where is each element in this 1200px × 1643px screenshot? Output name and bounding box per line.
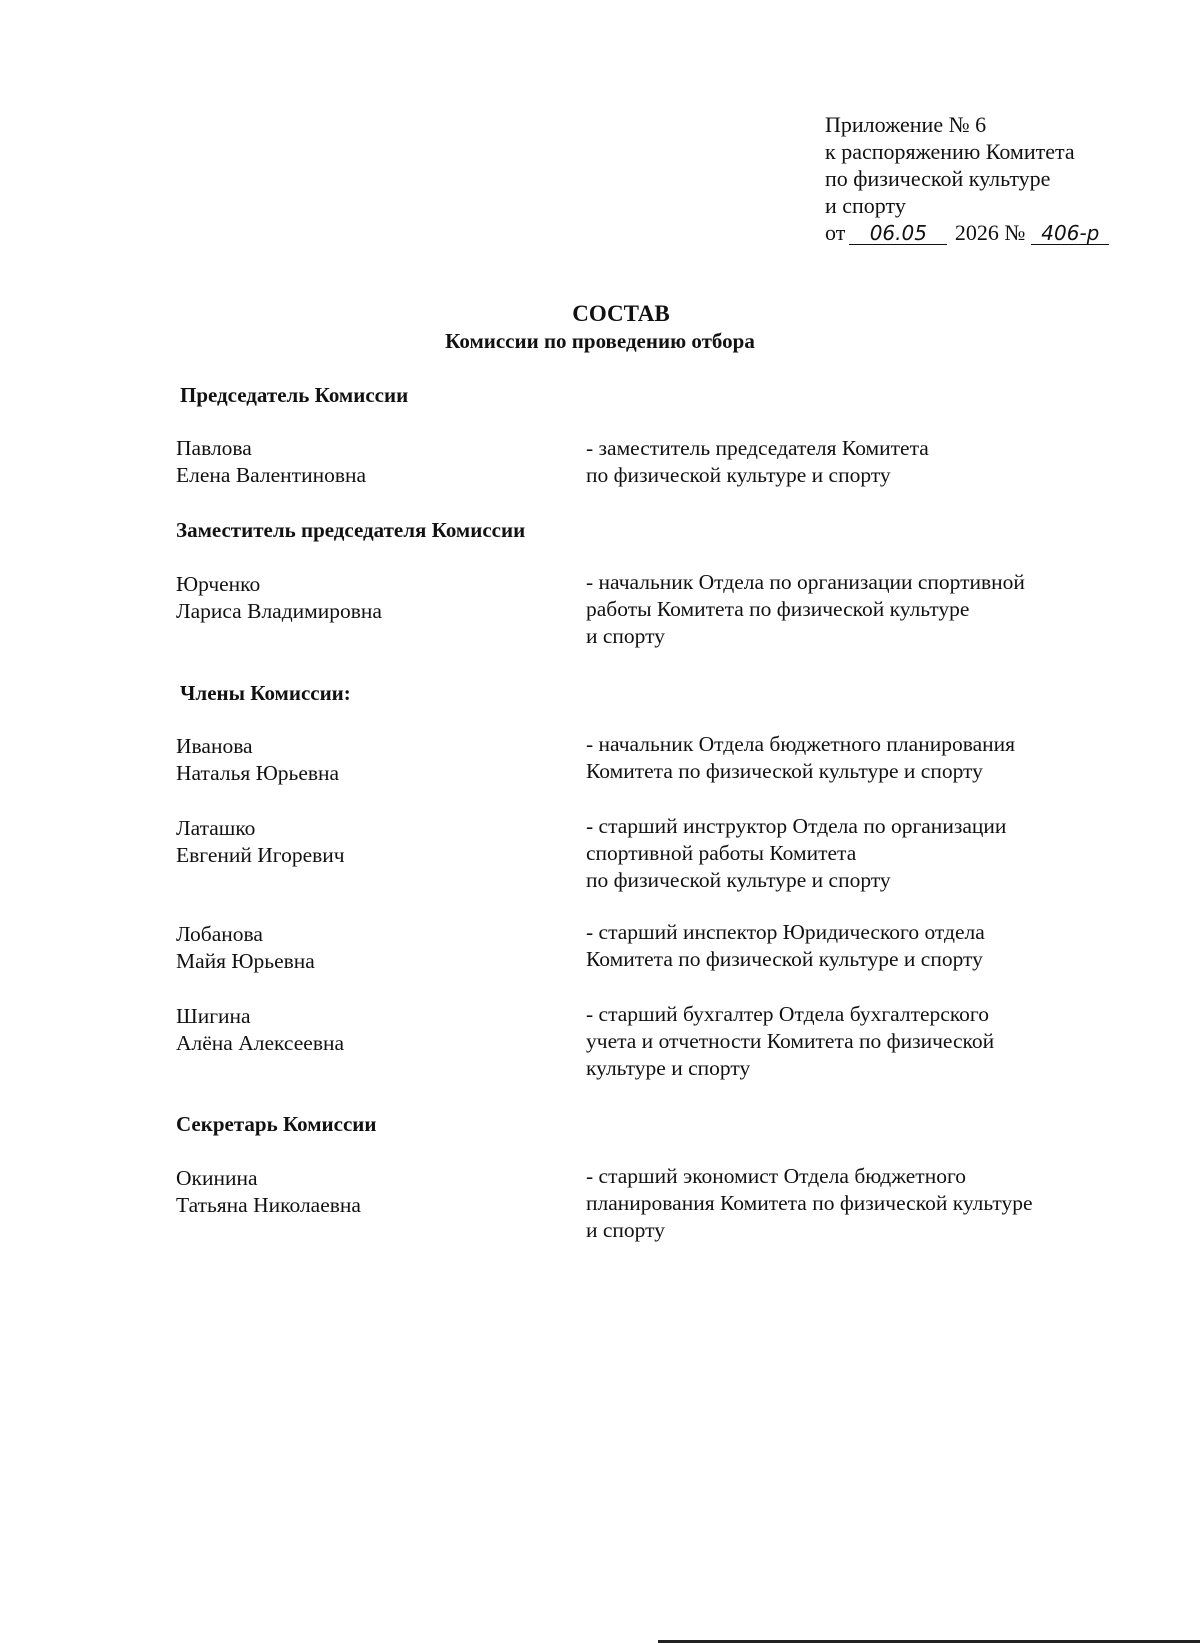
document-title	[0, 300, 1200, 354]
position-line: Комитета по физической культуре и спорту	[586, 759, 983, 783]
heading-secretary: Секретарь Комиссии	[176, 1112, 377, 1136]
position-line: учета и отчетности Комитета по физической	[586, 1029, 995, 1053]
position-line: - старший инструктор Отдела по организации	[586, 814, 1007, 838]
member-position	[586, 813, 1106, 894]
member-position	[586, 435, 1106, 489]
member-given-names: Майя Юрьевна	[176, 949, 315, 973]
position-line: - начальник Отдела по организации спортивной	[586, 570, 1025, 594]
member-position	[586, 919, 1106, 973]
annex-header	[825, 111, 1170, 246]
member-position	[586, 731, 1106, 785]
member-name	[176, 815, 566, 869]
position-line: Комитета по физической культуре и спорту	[586, 947, 983, 971]
member-name	[176, 571, 566, 625]
position-line: - начальник Отдела бюджетного планирования	[586, 732, 1016, 756]
position-line: планирования Комитета по физической культуре	[586, 1191, 1033, 1215]
position-line: работы Комитета по физической культуре	[586, 597, 970, 621]
annex-line-1: Приложение № 6	[825, 112, 987, 137]
position-line: и спорту	[586, 1218, 666, 1242]
heading-deputy: Заместитель председателя Комиссии	[176, 518, 526, 542]
position-line: по физической культуре и спорту	[586, 868, 891, 892]
annex-line-3: по физической культуре	[825, 166, 1051, 191]
member-surname: Юрченко	[176, 572, 261, 596]
member-given-names: Алёна Алексеевна	[176, 1031, 345, 1055]
member-given-names: Татьяна Николаевна	[176, 1193, 361, 1217]
member-given-names: Наталья Юрьевна	[176, 761, 340, 785]
annex-line-2: к распоряжению Комитета	[825, 139, 1075, 164]
member-name	[176, 921, 566, 975]
member-given-names: Елена Валентиновна	[176, 463, 367, 487]
member-surname: Павлова	[176, 436, 252, 460]
member-name	[176, 733, 566, 787]
heading-members: Члены Комиссии:	[180, 681, 351, 705]
handwritten-date: 06.05	[849, 222, 947, 245]
member-position	[586, 569, 1106, 650]
member-given-names: Лариса Владимировна	[176, 599, 382, 623]
position-line: культуре и спорту	[586, 1056, 751, 1080]
annex-date-line	[825, 219, 1170, 246]
position-line: - заместитель председателя Комитета	[586, 436, 929, 460]
member-name	[176, 1165, 566, 1219]
member-given-names: Евгений Игоревич	[176, 843, 345, 867]
member-name	[176, 435, 566, 489]
member-position	[586, 1001, 1106, 1082]
date-prefix: от	[825, 220, 846, 245]
position-line: и спорту	[586, 624, 666, 648]
member-surname: Шигина	[176, 1004, 251, 1028]
member-position	[586, 1163, 1106, 1244]
member-surname: Лобанова	[176, 922, 263, 946]
annex-line-4: и спорту	[825, 193, 906, 218]
position-line: - старший инспектор Юридического отдела	[586, 920, 985, 944]
member-name	[176, 1003, 566, 1057]
position-line: спортивной работы Комитета	[586, 841, 857, 865]
heading-chair: Председатель Комиссии	[180, 383, 409, 407]
member-surname: Окинина	[176, 1166, 258, 1190]
title-main: СОСТАВ	[572, 301, 670, 326]
position-line: - старший бухгалтер Отдела бухгалтерского	[586, 1002, 989, 1026]
position-line: - старший экономист Отдела бюджетного	[586, 1164, 966, 1188]
member-surname: Иванова	[176, 734, 253, 758]
handwritten-number: 406-р	[1031, 222, 1109, 245]
year-number-label: 2026 №	[954, 220, 1026, 245]
title-subtitle: Комиссии по проведению отбора	[445, 329, 755, 353]
position-line: по физической культуре и спорту	[586, 463, 891, 487]
member-surname: Латашко	[176, 816, 256, 840]
